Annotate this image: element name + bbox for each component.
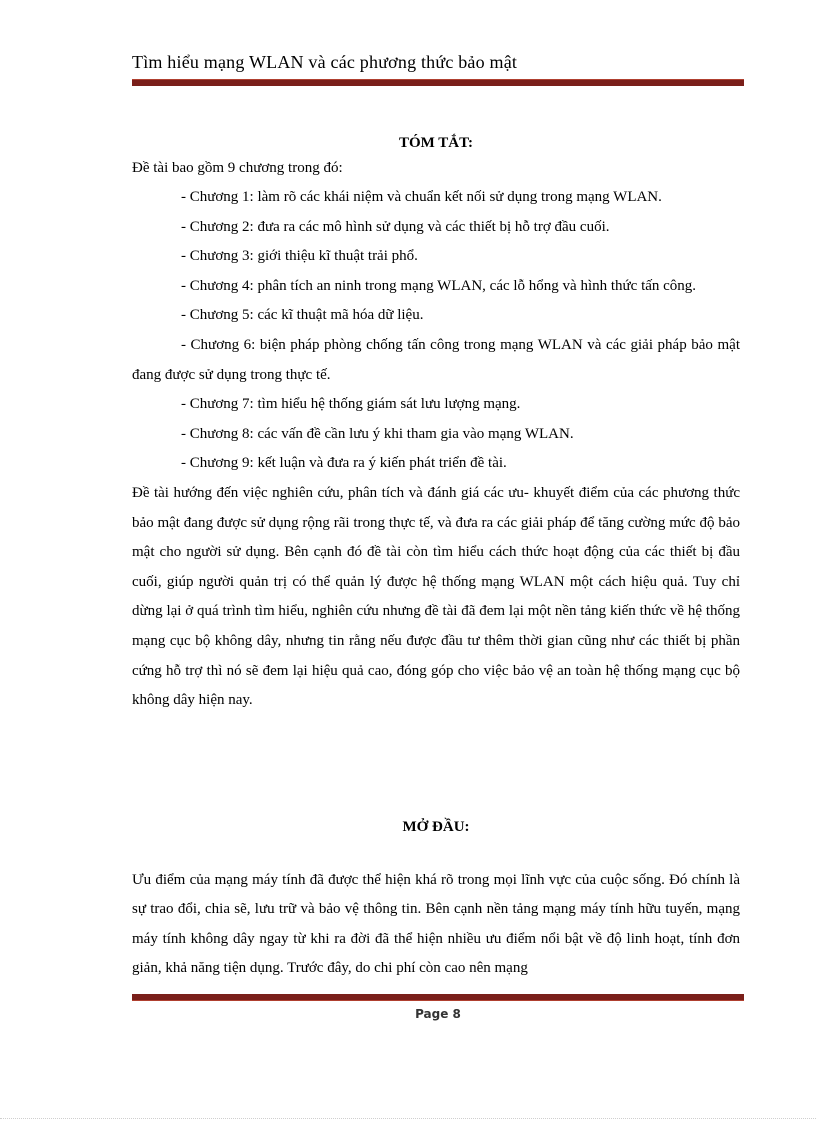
chapter-item: - Chương 7: tìm hiểu hệ thống giám sát lưu lượng mạng.: [181, 396, 521, 413]
summary-intro: Đề tài bao gồm 9 chương trong đó:: [132, 160, 343, 176]
chapter-item: - Chương 5: các kĩ thuật mã hóa dữ liệu.: [181, 307, 424, 324]
chapter-item: - Chương 9: kết luận và đưa ra ý kiến phát triển đề tài.: [181, 455, 507, 472]
chapter-item: - Chương 2: đưa ra các mô hình sử dụng và các thiết bị hỗ trợ đầu cuối.: [181, 218, 610, 235]
footer-divider: [132, 994, 744, 1001]
introduction-heading: MỞ ĐẦU:: [402, 818, 470, 835]
header-title: Tìm hiểu mạng WLAN và các phương thức bảo mật: [132, 52, 518, 72]
document-body: [132, 132, 740, 984]
chapter-item: - Chương 4: phân tích an ninh trong mạng WLAN, các lỗ hổng và hình thức tấn công.: [181, 277, 697, 294]
chapter-item: - Chương 8: các vấn đề cần lưu ý khi tham gia vào mạng WLAN.: [181, 425, 574, 442]
introduction-section: [132, 816, 740, 984]
chapter-item: - Chương 6: biện pháp phòng chống tấn công trong mạng WLAN và các giải pháp bảo mật đang được sử dụng trong thực tế.: [132, 336, 740, 383]
page-bottom-border: [0, 1118, 816, 1119]
page-header: [132, 50, 744, 86]
chapter-item: - Chương 1: làm rõ các khái niệm và chuẩn kết nối sử dụng trong mạng WLAN.: [181, 189, 662, 205]
introduction-paragraph: Ưu điểm của mạng máy tính đã được thể hiện khá rõ trong mọi lĩnh vực của cuộc sống. Đó chính là sự trao đổi, chia sẽ, lưu trữ và bảo vệ thông tin. Bên cạnh nền tảng mạng máy tính hữu tuyến, mạng máy tính không dây ngay từ khi ra đời đã thể hiện nhiều ưu điểm nổi bật về độ linh hoạt, tính đơn giản, khả năng tiện dụng. Trước đây, do chi phí còn cao nên mạng: [132, 871, 740, 977]
summary-section: [132, 132, 740, 716]
page-number: Page 8: [415, 1007, 461, 1021]
summary-heading: TÓM TẮT:: [398, 135, 474, 151]
summary-paragraph: Đề tài hướng đến việc nghiên cứu, phân tích và đánh giá các ưu- khuyết điểm của các phương thức bảo mật đang được sử dụng rộng rãi trong thực tế, và đưa ra các giải pháp để tăng cường mức độ bảo mật cho người sử dụng. Bên cạnh đó đề tài còn tìm hiểu cách thức hoạt động của các thiết bị đầu cuối, giúp người quản trị có thể quản lý được hệ thống mạng WLAN một cách hiệu quả. Tuy chỉ dừng lại ở quá trình tìm hiểu, nghiên cứu nhưng đề tài đã đem lại một nền tảng kiến thức về hệ thống mạng cục bộ không dây, nhưng tin rằng nếu được đầu tư thêm thời gian cũng như các thiết bị phần cứng hỗ trợ thì nó sẽ đem lại hiệu quả cao, đóng góp cho việc bảo vệ an toàn hệ thống mạng cục bộ không dây hiện nay.: [132, 484, 740, 709]
header-divider: [132, 79, 744, 86]
chapter-item: - Chương 3: giới thiệu kĩ thuật trải phổ.: [181, 248, 418, 265]
